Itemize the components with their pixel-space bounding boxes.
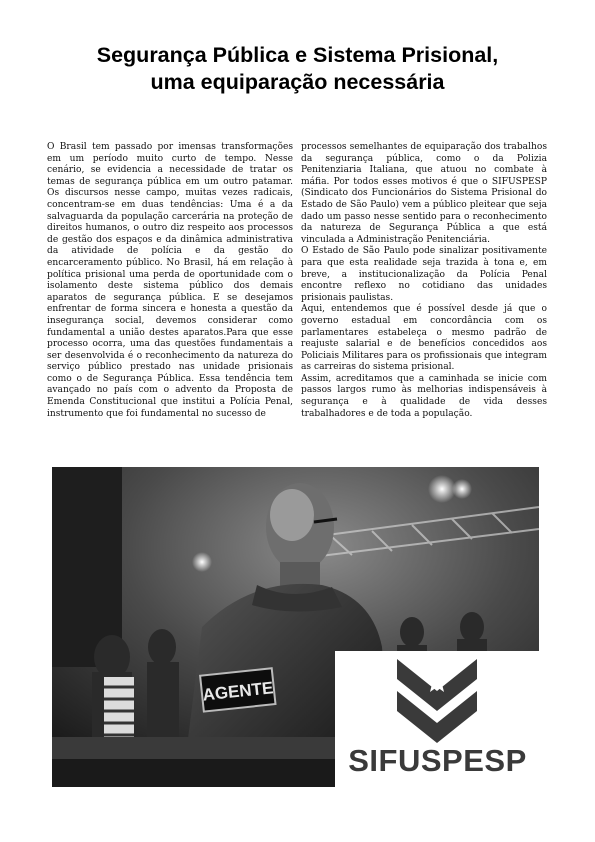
- text-column-right: [301, 142, 547, 420]
- agent-photo: [52, 467, 539, 787]
- chevron-star-icon: [335, 651, 539, 746]
- page-title: [30, 42, 565, 96]
- paragraph: Aqui, entendemos que é possível desde já que o governo estadual em concordância com os parlamentares estabeleça o mesmo padrão de reajuste salarial e de benefícios concedidos aos Policiais Militares para os profissionais que integram as carreiras do sistema prisional.: [301, 304, 547, 373]
- logo-text: SIFUSPESP: [348, 743, 527, 778]
- text-column-left: [47, 142, 293, 420]
- paragraph: O Brasil tem passado por imensas transformações em um período muito curto de tempo. Nesse cenário, se evidencia a necessidade de tratar os temas de segurança pública em um outro patamar. Os discursos nesse campo, muitas vezes radicais, concentram-se em duas tendências: Uma é a da salvaguarda da população carcerária na proteção de direitos humanos, o outro diz respeito aos processos de gestão dos espaços e da dinâmica administrativa da atividade de polícia e da gestão do encarceramento público. No Brasil, há em relação à política prisional uma perda de oportunidade com o isolamento deste sistema público dos demais aparatos de segurança pública. E se desejamos enfrentar de forma sincera e honesta a questão da insegurança social, devemos considerar como fundamental a união destes aparatos.Para que esse processo ocorra, uma das questões fundamentais a ser desenvolvida é o reconhecimento da natureza do serviço público prestado nas unidade prisionais como o de Segurança Pública. Essa tendência tem avançado no país com o advento da Proposta de Emenda Constitucional que institui a Polícia Penal, instrumento que foi fundamental no sucesso de: [47, 142, 293, 419]
- paragraph: O Estado de São Paulo pode sinalizar positivamente para que esta realidade seja trazida à tona e, em breve, a institucionalização da Polícia Penal encontre reflexo no cotidiano das unidades prisionais paulistas.: [301, 246, 547, 303]
- title-line-1: Segurança Pública e Sistema Prisional,: [96, 43, 499, 67]
- sifuspesp-logo: [335, 651, 539, 787]
- paragraph: processos semelhantes de equiparação dos trabalhos da segurança pública, como o da Polizia Penitenziaria Italiana, que atuou no combate à máfia. Por todos esses motivos é que o SIFUSPESP (Sindicato dos Funcionários do Sistema Prisional do Estado de São Paulo) vem a público pleitear que seja dado um passo nesse sentido para o reconhecimento da natureza de Segurança Pública a que está vinculada a Administração Penitenciária.: [301, 142, 547, 245]
- agent-patch-label: AGENTE: [201, 678, 275, 705]
- paragraph: Assim, acreditamos que a caminhada se inicie com passos largos rumo às melhorias indispensáveis à segurança e à qualidade de vida desses trabalhadores e de toda a população.: [301, 373, 547, 419]
- title-line-2: uma equiparação necessária: [150, 70, 445, 94]
